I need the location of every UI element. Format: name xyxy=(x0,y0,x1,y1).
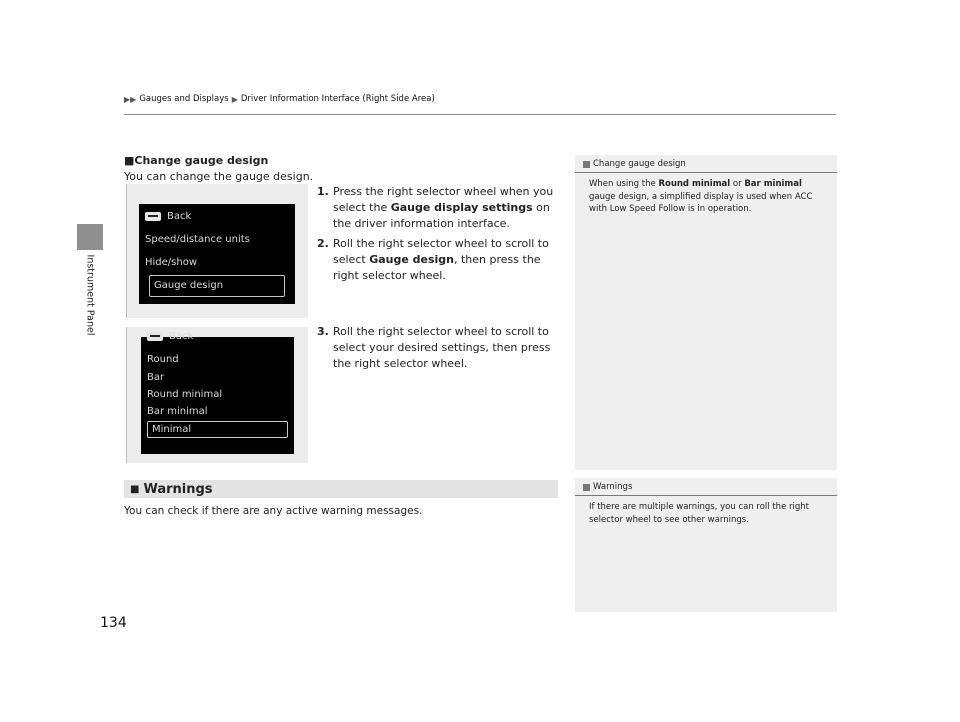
section-square-icon: ■ xyxy=(124,154,135,167)
section-heading xyxy=(124,154,268,167)
step-keyword: Gauge design xyxy=(369,253,454,266)
warnings-text: You can check if there are any active warning messages. xyxy=(124,505,423,517)
note-icon xyxy=(583,484,590,491)
step-item xyxy=(317,184,562,232)
note-keyword: Bar minimal xyxy=(744,179,802,189)
back-button-icon xyxy=(147,332,163,341)
breadcrumb-item[interactable]: Driver Information Interface (Right Side Area) xyxy=(240,94,435,104)
breadcrumb-arrow-icon: ▶ xyxy=(231,94,238,104)
menu-item: Round xyxy=(147,354,179,365)
page-number: 134 xyxy=(100,615,127,631)
step-keyword: Gauge display settings xyxy=(390,201,533,214)
display-screenshot-2 xyxy=(126,327,308,463)
menu-item-selected: Minimal xyxy=(147,421,288,438)
note-box-gauge xyxy=(575,155,837,470)
chapter-tab-marker xyxy=(77,224,103,250)
menu-item-back: Back xyxy=(141,328,294,346)
warnings-heading-bar xyxy=(124,480,558,498)
step-text: Roll the right selector wheel to scroll to select your desired settings, then press the right selector wheel. xyxy=(333,325,551,370)
chapter-label: Instrument Panel xyxy=(84,254,96,336)
display-screen xyxy=(139,204,295,304)
step-item xyxy=(317,324,562,372)
note-body: When using the Round minimal or Bar minimal gauge design, a simplified display is used when ACC with Low Speed Follow is in operation. xyxy=(589,179,813,214)
note-icon xyxy=(583,161,590,168)
steps-list xyxy=(317,184,562,288)
step-number: 1. xyxy=(317,185,329,198)
display-screenshot-1 xyxy=(126,184,308,318)
note-body: If there are multiple warnings, you can roll the right selector wheel to see other warnings. xyxy=(589,502,809,525)
menu-item: Round minimal xyxy=(147,389,223,400)
step-text: Roll the right selector wheel to scroll to select Gauge design, then press the right selector wheel. xyxy=(333,237,549,282)
menu-item: Speed/distance units xyxy=(145,234,250,245)
section-intro: You can change the gauge design. xyxy=(124,170,314,183)
menu-item: Hide/show xyxy=(145,257,198,268)
note-title: Warnings xyxy=(575,478,837,496)
step-item xyxy=(317,236,562,284)
section-square-icon: ■ xyxy=(130,483,140,495)
breadcrumb xyxy=(124,94,435,104)
menu-item-back: Back xyxy=(139,208,295,226)
step-number: 2. xyxy=(317,237,329,250)
step-text: Press the right selector wheel when you select the Gauge display settings on the driver information interface. xyxy=(333,185,554,230)
back-button-icon xyxy=(145,212,161,221)
display-screen xyxy=(141,331,294,454)
menu-item: Bar minimal xyxy=(147,406,208,417)
menu-item-selected: Gauge design xyxy=(149,275,285,297)
note-title: Change gauge design xyxy=(575,155,837,173)
breadcrumb-item[interactable]: Gauges and Displays xyxy=(139,94,229,104)
section-title: Change gauge design xyxy=(134,154,269,167)
header-divider xyxy=(124,114,836,115)
note-keyword: Round minimal xyxy=(658,179,731,189)
menu-item: Bar xyxy=(147,372,165,383)
note-box-warnings xyxy=(575,478,837,612)
breadcrumb-arrow-icon: ▶▶ xyxy=(124,94,137,104)
warnings-heading: Warnings xyxy=(143,481,213,497)
step-number: 3. xyxy=(317,325,329,338)
